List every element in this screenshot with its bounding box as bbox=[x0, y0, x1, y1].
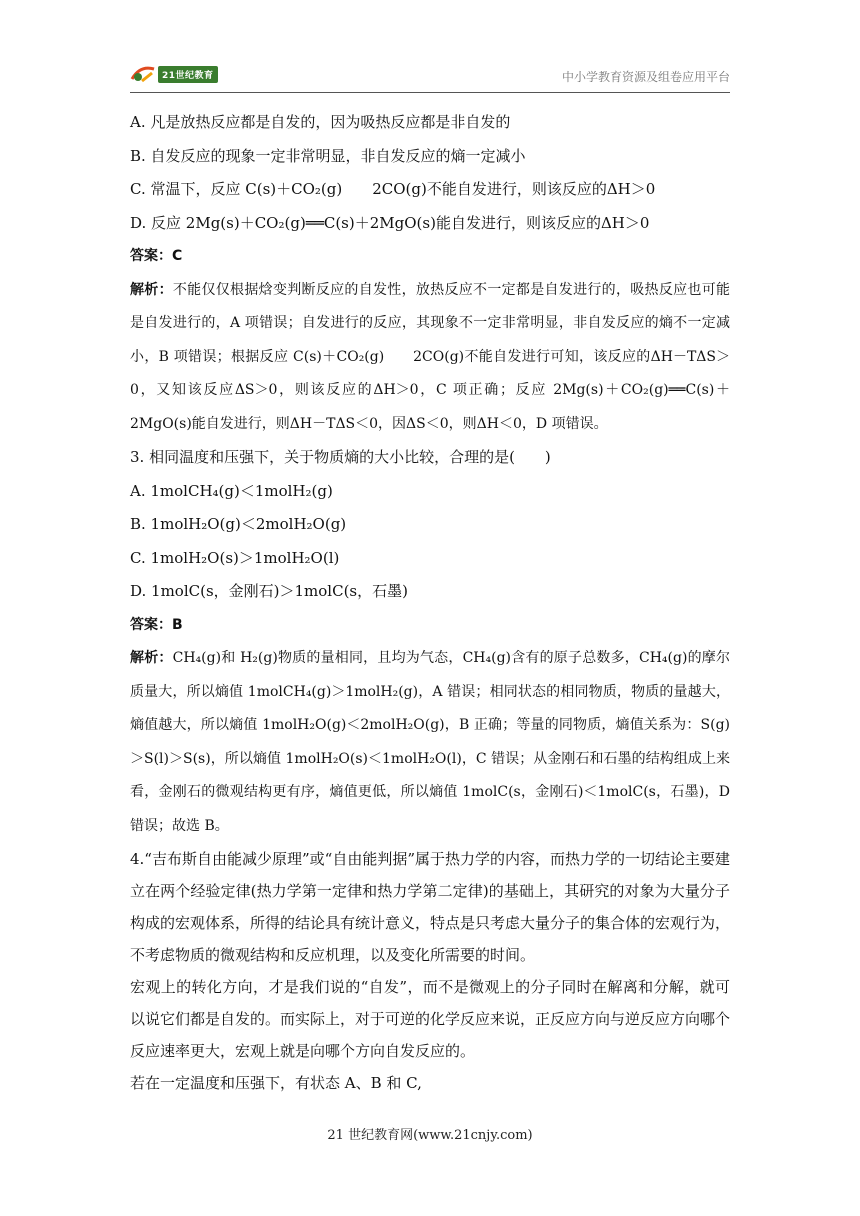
q4-paragraph-1: 4.“吉布斯自由能减少原理”或“自由能判据”属于热力学的内容，而热力学的一切结论主要建立在两个经验定律(热力学第一定律和热力学第二定律)的基础上，其研究的对象为大量分子构成的宏观体系，所得的结论具有统计意义，特点是只考虑大量分子的集合体的宏观行为，不考虑物质的微观结构和反应机理，以及变化所需要的时间。 bbox=[130, 850, 731, 964]
q3-explanation bbox=[130, 642, 730, 843]
q3-explanation-label: 解析： bbox=[130, 650, 173, 666]
q2-option-b: B. 自发反应的现象一定非常明显，非自发反应的熵一定减小 bbox=[130, 146, 526, 165]
q3-answer: 答案：B bbox=[130, 616, 183, 633]
logo-icon bbox=[130, 63, 156, 85]
q2-answer: 答案：C bbox=[130, 248, 183, 264]
q2-explanation-text: 不能仅仅根据焓变判断反应的自发性，放热反应不一定都是自发进行的，吸热反应也可能是自发进行的，A 项错误；自发进行的反应，其现象不一定非常明显，非自发反应的熵不一定减小，B 项错误；根据反应 C(s)＋CO₂(g) 2CO(g)不能自发进行可知，该反应的ΔH－TΔS＞0，又知该反应ΔS＞0，则该反应的ΔH＞0，C 项正确；反应 2Mg(s)＋CO₂(g)══C(s)＋2MgO(s)能自发进行，则ΔH－TΔS＜0，因ΔS＜0，则ΔH＜0，D 项错误。 bbox=[130, 281, 731, 432]
logo-text: 21世纪教育 bbox=[158, 66, 218, 83]
q3-option-c: C. 1molH₂O(s)＞1molH₂O(l) bbox=[130, 548, 340, 567]
q2-option-d: D. 反应 2Mg(s)＋CO₂(g)══C(s)＋2MgO(s)能自发进行，则该反应的ΔH＞0 bbox=[130, 213, 650, 232]
q2-explanation-label: 解析： bbox=[130, 281, 173, 298]
q3-stem: 3. 相同温度和压强下，关于物质熵的大小比较，合理的是( ) bbox=[130, 448, 551, 466]
q3-option-d: D. 1molC(s，金刚石)＞1molC(s，石墨) bbox=[130, 582, 408, 600]
q2-explanation bbox=[130, 274, 730, 442]
q2-option-c: C. 常温下，反应 C(s)＋CO₂(g) 2CO(g)不能自发进行，则该反应的ΔH＞0 bbox=[130, 180, 656, 198]
platform-name: 中小学教育资源及组卷应用平台 bbox=[561, 70, 730, 84]
q2-option-a: A. 凡是放热反应都是自发的，因为吸热反应都是非自发的 bbox=[130, 113, 511, 131]
q4-paragraph-3: 若在一定温度和压强下，有状态 A、B 和 C, bbox=[130, 1074, 422, 1092]
q3-option-b: B. 1molH₂O(g)＜2molH₂O(g) bbox=[130, 515, 347, 533]
document-body bbox=[130, 106, 730, 1099]
site-logo bbox=[130, 62, 218, 86]
q3-explanation-text: CH₄(g)和 H₂(g)物质的量相同，且均为气态，CH₄(g)含有的原子总数多，CH₄(g)的摩尔质量大，所以熵值 1molCH₄(g)＞1molH₂(g)，A 错误；相同状态的相同物质，物质的量越大，熵值越大，所以熵值 1molH₂O(g)＜2molH₂O(g)，B 正确；等量的同物质，熵值关系为：S(g)＞S(l)＞S(s)，所以熵值 1molH₂O(s)＜1molH₂O(l)，C 错误；从金刚石和石墨的结构组成上来看，金刚石的微观结构更有序，熵值更低，所以熵值 1molC(s，金刚石)＜1molC(s，石墨)，D 错误；故选 B。 bbox=[130, 650, 731, 834]
page-header bbox=[130, 60, 730, 93]
page-footer: 21 世纪教育网(www.21cnjy.com) bbox=[327, 1128, 533, 1143]
q3-option-a: A. 1molCH₄(g)＜1molH₂(g) bbox=[130, 481, 333, 500]
q4-paragraph-2: 宏观上的转化方向，才是我们说的“自发”，而不是微观上的分子同时在解离和分解，就可以说它们都是自发的。而实际上，对于可逆的化学反应来说，正反应方向与逆反应方向哪个反应速率更大，宏观上就是向哪个方向自发反应的。 bbox=[130, 978, 731, 1060]
